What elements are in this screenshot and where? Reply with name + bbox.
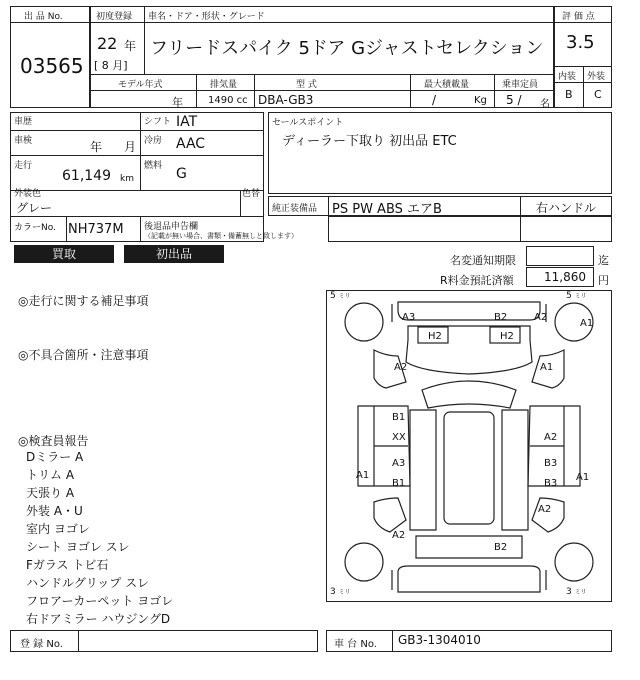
damage-mark: A2 xyxy=(544,432,558,443)
aftermarket-note: （記載が無い場合、書類・備蓄無しと致します） xyxy=(144,232,298,240)
max-load-label: 最大積載量 xyxy=(424,80,470,90)
exterior-label: 外装 xyxy=(587,72,606,82)
damage-mark: B2 xyxy=(494,312,508,323)
registration-month: [ 8 月] xyxy=(94,59,128,72)
damage-mark: A2 xyxy=(394,362,408,373)
interior-label: 内装 xyxy=(558,72,577,82)
inspector-line: シート ヨゴレ スレ xyxy=(26,540,130,554)
driving-notes-label: ◎走行に関する補足事項 xyxy=(18,294,149,308)
tire-front-left-label: 5 ミリ xyxy=(330,291,351,301)
ac-value: AAC xyxy=(176,136,206,152)
equipment-value: PS PW ABS エアB xyxy=(332,202,442,217)
max-load-value: / xyxy=(432,93,437,107)
sales-point-label: セールスポイント xyxy=(272,118,344,128)
inspector-line: Dミラー A xyxy=(26,450,84,464)
tire-rear-right-label: 3 ミリ xyxy=(566,587,587,597)
inspection-label: 車検 xyxy=(14,136,33,146)
inspector-line: 右ドアミラー ハウジングD xyxy=(26,612,171,626)
model-code-label: 型 式 xyxy=(296,80,317,90)
model-year-unit: 年 xyxy=(172,96,183,109)
inspector-report-label: ◎検査員報告 xyxy=(18,434,89,448)
model-code: DBA-GB3 xyxy=(258,93,314,107)
repaint-label: 色替 xyxy=(242,189,261,199)
inspection-year: 年 xyxy=(90,140,103,154)
shift-label: シフト xyxy=(144,117,172,127)
km-unit: km xyxy=(120,174,134,184)
damage-mark: A2 xyxy=(534,312,548,323)
name-change-label: 名変通知期限 xyxy=(450,254,516,267)
aftermarket-label: 後退品申告欄 xyxy=(144,222,199,232)
history-label: 車歴 xyxy=(14,117,33,127)
damage-diagram xyxy=(326,290,612,602)
displacement-value: 1490 cc xyxy=(208,95,248,106)
damage-mark: H2 xyxy=(500,331,514,342)
first-listing-tag: 初出品 xyxy=(124,245,224,263)
name-change-unit: 迄 xyxy=(598,254,609,267)
buy-tag: 買取 xyxy=(14,245,114,263)
score-label: 評 価 点 xyxy=(562,12,595,22)
tire-rear-right xyxy=(555,543,593,581)
fuel-value: G xyxy=(176,166,187,182)
damage-mark: A2 xyxy=(538,504,552,515)
inspector-line: 室内 ヨゴレ xyxy=(26,522,90,536)
rear-bumper-outline xyxy=(398,566,540,592)
tire-front-right-label: 5 ミリ xyxy=(566,291,587,301)
registration-year: 22 xyxy=(97,34,118,53)
tire-rear-left-label: 3 ミリ xyxy=(330,587,351,597)
interior-grade: B xyxy=(565,88,573,101)
ext-color-label: 外装色 xyxy=(14,189,42,199)
damage-mark: B3 xyxy=(544,458,558,469)
car-title: フリードスパイク 5ドア Gジャストセレクション xyxy=(150,38,544,59)
inspector-line: フロアーカーペット ヨゴレ xyxy=(26,594,174,608)
inspector-line: 外装 A・U xyxy=(26,504,83,518)
damage-mark: H2 xyxy=(428,331,442,342)
mileage-label: 走行 xyxy=(14,161,33,171)
inspector-line: 天張り A xyxy=(26,486,75,500)
registration-year-unit: 年 xyxy=(124,39,137,53)
recycle-fee-unit: 円 xyxy=(598,274,609,287)
tire-rear-left xyxy=(345,543,383,581)
score-value: 3.5 xyxy=(566,32,595,53)
defects-label: ◎不具合箇所・注意事項 xyxy=(18,348,149,362)
color-no-label: カラーNo. xyxy=(14,223,56,233)
chassis-label: 車 台 No. xyxy=(334,639,377,650)
equipment-extra-box xyxy=(328,216,612,242)
sales-point-value: ディーラー下取り 初出品 ETC xyxy=(282,134,457,149)
kg-unit: Kg xyxy=(474,95,487,106)
left-rear-fender xyxy=(374,498,406,532)
inspector-line: Fガラス トビ石 xyxy=(26,558,109,572)
damage-mark: B1 xyxy=(392,478,406,489)
windshield-outline xyxy=(422,381,516,408)
damage-mark: A1 xyxy=(580,318,594,329)
steering-value: 右ハンドル xyxy=(536,201,597,215)
ac-label: 冷房 xyxy=(144,136,163,146)
ext-color-value: グレー xyxy=(16,201,53,215)
color-no-value: NH737M xyxy=(68,222,124,237)
damage-mark: A1 xyxy=(576,472,590,483)
damage-mark: A3 xyxy=(392,458,406,469)
chassis-number: GB3-1304010 xyxy=(398,633,481,647)
first-registration-label: 初度登録 xyxy=(96,12,133,22)
car-name-label: 車名・ドア・形状・グレード xyxy=(148,12,265,22)
recycle-fee-label: R料金預託済額 xyxy=(440,274,514,287)
capacity-value: 5 / xyxy=(506,93,522,107)
inspector-line: ハンドルグリップ スレ xyxy=(26,576,150,590)
fuel-label: 燃料 xyxy=(144,161,163,171)
model-year-label: モデル年式 xyxy=(118,80,163,90)
capacity-unit: 名 xyxy=(540,99,550,110)
reg-number-label: 登 録 No. xyxy=(20,639,63,650)
damage-mark: A1 xyxy=(356,470,370,481)
inspection-month: 月 xyxy=(124,140,137,154)
lot-number-label: 出 品 No. xyxy=(24,12,63,22)
tire-front-left xyxy=(345,303,383,341)
damage-mark: XX xyxy=(392,432,406,443)
equipment-label: 純正装備品 xyxy=(272,204,318,214)
inspector-line: トリム A xyxy=(26,468,75,482)
mileage-value: 61,149 xyxy=(62,168,111,184)
shift-value: IAT xyxy=(176,114,198,130)
recycle-fee-value: 11,860 xyxy=(544,270,586,284)
roof-outline xyxy=(444,412,494,524)
exterior-grade: C xyxy=(594,88,602,101)
damage-mark: B2 xyxy=(494,542,508,553)
damage-mark: A2 xyxy=(392,530,406,541)
damage-mark: A1 xyxy=(540,362,554,373)
name-change-box xyxy=(526,246,594,266)
damage-mark: B3 xyxy=(544,478,558,489)
front-bumper-outline xyxy=(398,302,540,320)
lot-number: 03565 xyxy=(20,54,84,78)
displacement-label: 排気量 xyxy=(210,80,238,90)
damage-mark: A3 xyxy=(402,312,416,323)
damage-mark: B1 xyxy=(392,412,406,423)
capacity-label: 乗車定員 xyxy=(502,80,539,90)
